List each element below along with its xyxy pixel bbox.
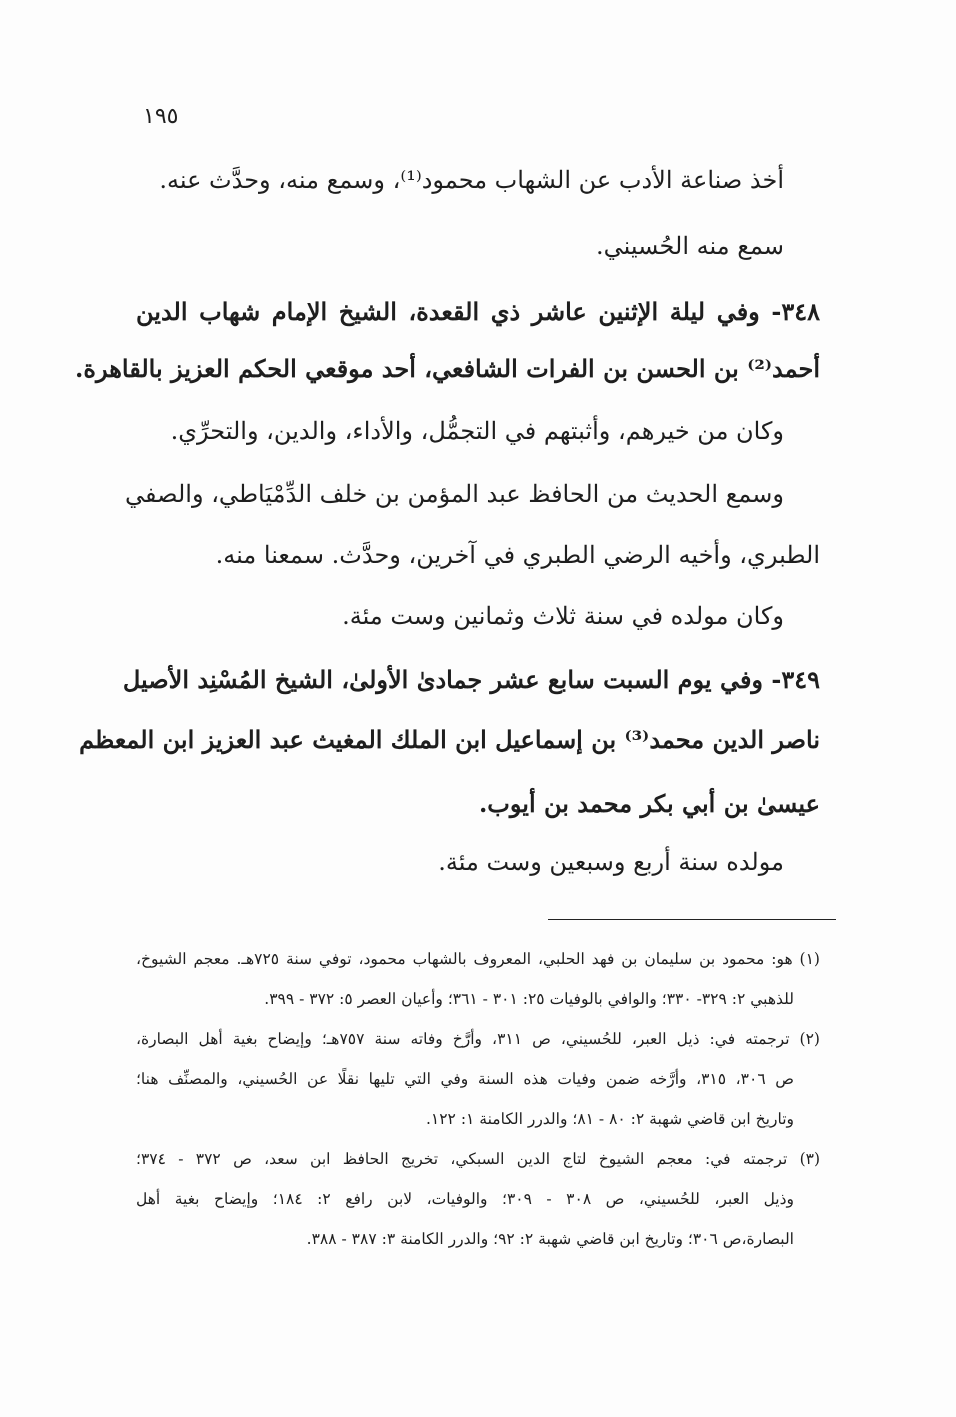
entry-349-heading: ٣٤٩- وفي يوم السبت سابع عشر جمادىٰ الأولىٰ، الشيخ المُسْنِد الأصيل [122, 665, 820, 694]
body-line: وكان من خيرهم، وأثبتهم في التجمُّل، والأداء، والدين، والتحرِّي. [170, 417, 784, 445]
body-line: الطبري، وأخيه الرضي الطبري في آخرين، وحدَّث. سمعنا منه. [215, 541, 820, 569]
page-number: ١٩٥ [143, 104, 179, 129]
footnote-3-cont: وذيل العبر، للحُسيني، ص ٣٠٨ - ٣٠٩؛ والوفيات، لابن رافع ٢: ١٨٤؛ وإيضاح بغية أهل [136, 1190, 795, 1208]
body-line: أخذ صناعة الأدب عن الشهاب محمود⁽¹⁾، وسمع منه، وحدَّث عنه. [159, 166, 784, 194]
footnote-1-cont: للذهبي ٢: ٣٢٩- ٣٣٠؛ والوافي بالوفيات ٢٥: ٣٠١ - ٣٦١؛ وأعيان العصر ٥: ٣٧٢ - ٣٩٩. [264, 990, 794, 1008]
entry-348-heading-cont: أحمد⁽²⁾ بن الحسن بن الفرات الشافعي، أحد موقعي الحكم العزيز بالقاهرة. [75, 354, 820, 383]
body-line: مولده سنة أربع وسبعين وست مئة. [438, 848, 784, 876]
footnote-1: (١) هو: محمود بن سليمان بن فهد الحلبي، المعروف بالشهاب محمود، توفي سنة ٧٢٥هـ. معجم الشيوخ، [136, 950, 820, 968]
body-line: وكان مولده في سنة ثلاث وثمانين وست مئة. [342, 602, 784, 630]
footnote-3: (٣) ترجمته في: معجم الشيوخ لتاج الدين السبكي، تخريج الحافظ ابن سعد، ص ٣٧٢ - ٣٧٤؛ [136, 1150, 821, 1168]
entry-349-heading-cont: ناصر الدين محمد⁽³⁾ بن إسماعيل ابن الملك المغيث عبد العزيز ابن المعظم [79, 725, 820, 754]
body-line: وسمع الحديث من الحافظ عبد المؤمن بن خلف الدِّمْيَاطي، والصفي [125, 480, 784, 508]
footnote-2-end: وتاريخ ابن قاضي شهبة ٢: ٨٠ - ٨١؛ والدرر الكامنة ١: ١٢٢. [425, 1110, 794, 1128]
footnote-divider [548, 919, 836, 920]
footnote-2-cont: ص ٣٠٦، ٣١٥، وأرَّخه ضمن وفيات هذه السنة وفي التي تليها نقلًا عن الحُسيني، والمصنِّف هنا؛ [136, 1070, 794, 1088]
footnote-2: (٢) ترجمته في: ذيل العبر، للحُسيني، ص ٣١١، وأرَّخ وفاته سنة ٧٥٧هـ؛ وإيضاح بغية أهل البصارة، [136, 1030, 820, 1048]
entry-349-heading-end: عيسىٰ بن أبي بكر محمد بن أيوب. [478, 789, 820, 818]
entry-348-heading: ٣٤٨- وفي ليلة الإثنين عاشر ذي القعدة، الشيخ الإمام شهاب الدين [136, 297, 820, 326]
footnote-3-end: البصارة،ص ٣٠٦؛ وتاريخ ابن قاضي شهبة ٢: ٩٢؛ والدرر الكامنة ٣: ٣٨٧ - ٣٨٨. [306, 1230, 794, 1248]
body-line: سمع منه الحُسيني. [596, 232, 784, 260]
